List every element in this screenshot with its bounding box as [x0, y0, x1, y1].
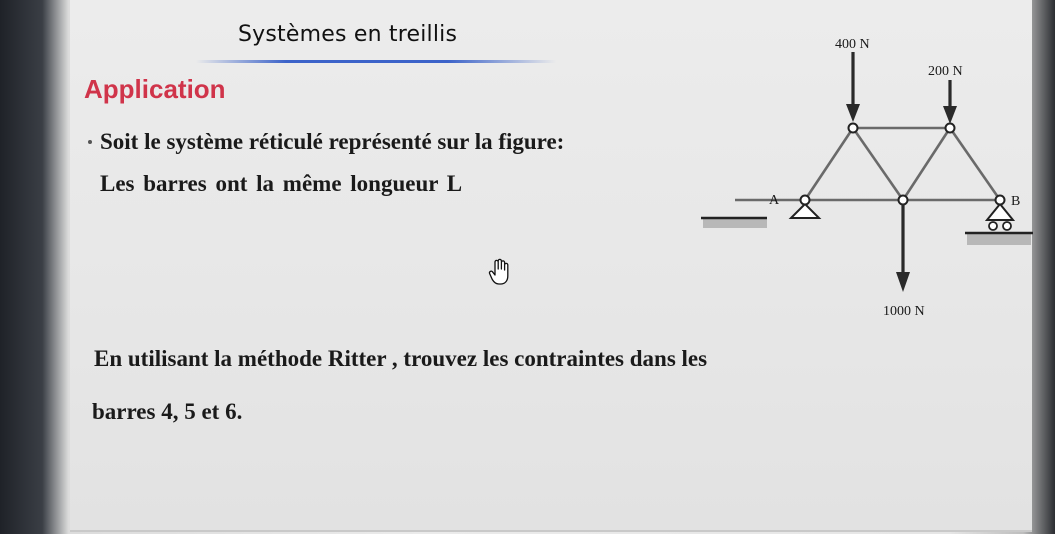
force-400-label: 400 N [835, 37, 870, 52]
support-b-ground [967, 233, 1031, 245]
joint-mid [899, 196, 908, 205]
slide-subtitle: Application [84, 74, 226, 104]
joint-a [801, 196, 810, 205]
force-arrows [853, 52, 950, 274]
title-underline [196, 60, 556, 63]
joint-top-right [946, 124, 955, 133]
problem-statement-line-1: Soit le système réticulé représenté sur la figure: [100, 129, 565, 154]
support-b-label: B [1011, 194, 1021, 209]
support-b-roller-right [1003, 222, 1011, 230]
support-a-label: A [769, 193, 780, 208]
force-1000-label: 1000 N [883, 304, 925, 319]
problem-statement-line-2: Les barres ont la même longueur L [100, 171, 463, 196]
joint-top-left [849, 124, 858, 133]
slide-title: Systèmes en treillis [238, 22, 458, 47]
bar-a-top-left [805, 128, 853, 200]
force-200-label: 200 N [928, 64, 963, 79]
truss-figure [695, 28, 1035, 328]
joint-b [996, 196, 1005, 205]
bar-top-right-b [950, 128, 1000, 200]
hand-cursor-icon [488, 258, 510, 286]
question-line-1: En utilisant la méthode Ritter , trouvez les contraintes dans les [94, 346, 708, 371]
support-b-roller-left [989, 222, 997, 230]
force-400-head [846, 104, 860, 122]
bar-mid-top-right [903, 128, 950, 200]
truss-members [735, 128, 1000, 200]
support-a-ground [703, 218, 767, 228]
presentation-slide [70, 0, 1032, 532]
support-a-triangle [791, 204, 819, 218]
bar-top-left-mid [853, 128, 903, 200]
question-line-2: barres 4, 5 et 6. [92, 399, 243, 424]
bullet-dot [88, 140, 92, 144]
force-200-head [943, 106, 957, 124]
force-1000-head [896, 272, 910, 292]
support-b-triangle [987, 204, 1013, 220]
